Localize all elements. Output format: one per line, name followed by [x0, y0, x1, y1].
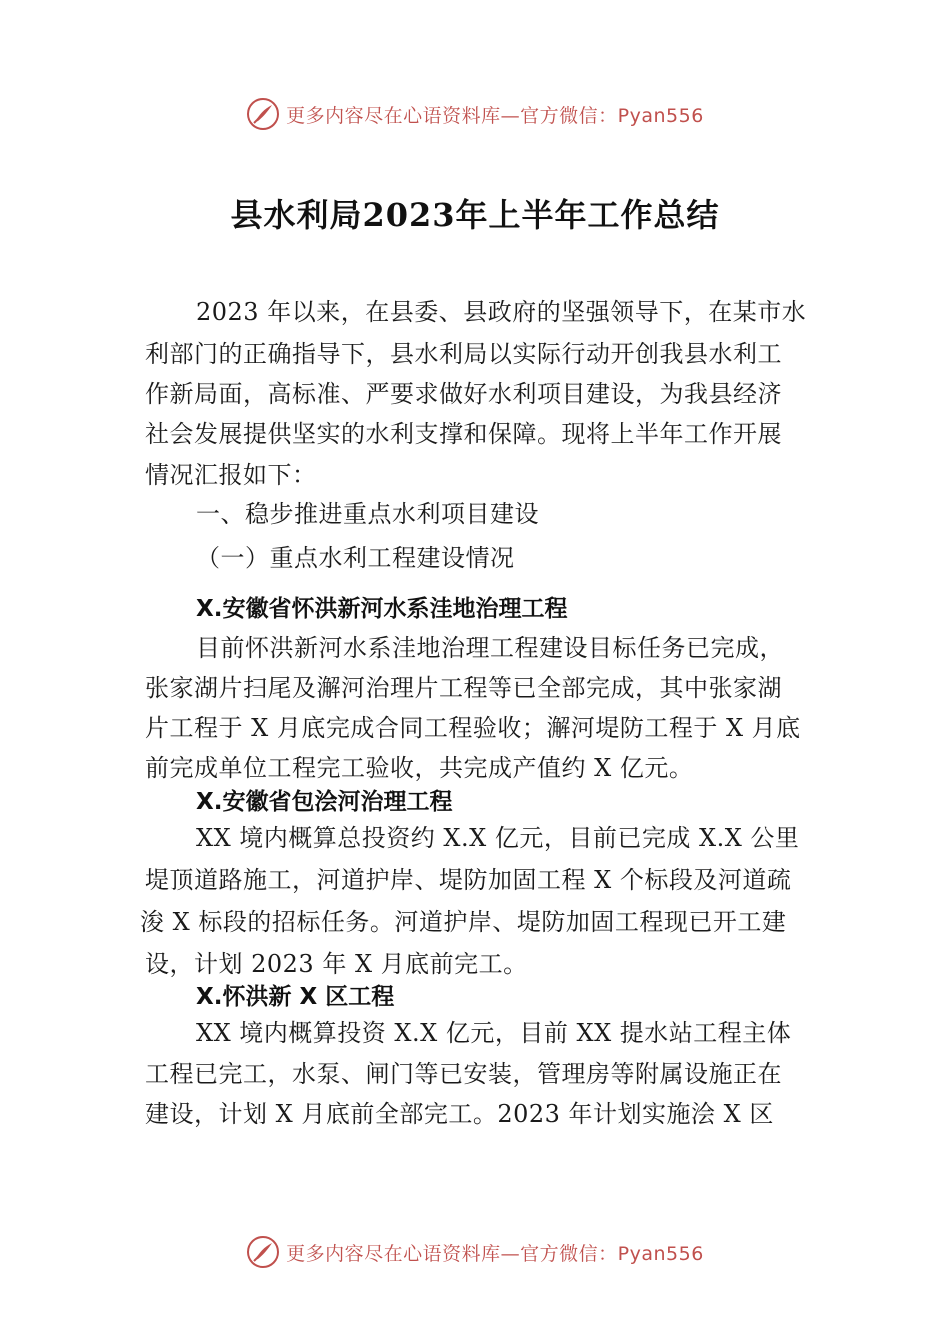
- intro-line: 社会发展提供坚实的水利支撑和保障。现将上半年工作开展: [145, 420, 782, 448]
- item-line: XX 境内概算投资 X.X 亿元，目前 XX 提水站工程主体: [196, 1019, 792, 1047]
- wechat-id: Pyan556: [617, 104, 704, 127]
- item-line: 前完成单位工程完工验收，共完成产值约 X 亿元。: [145, 754, 694, 782]
- item-heading: X.安徽省怀洪新河水系洼地治理工程: [196, 596, 568, 622]
- watermark-banner-top: [0, 94, 950, 134]
- wechat-id: Pyan556: [617, 1242, 704, 1265]
- item-heading: X.安徽省包浍河治理工程: [196, 789, 453, 815]
- item-line: 目前怀洪新河水系洼地治理工程建设目标任务已完成，: [196, 634, 784, 662]
- intro-line: 利部门的正确指导下，县水利局以实际行动开创我县水利工: [145, 340, 782, 368]
- quill-pen-logo-icon: [246, 97, 280, 131]
- intro-line: 情况汇报如下：: [145, 461, 317, 489]
- item-line: 堤顶道路施工，河道护岸、堤防加固工程 X 个标段及河道疏: [145, 866, 792, 894]
- item-line: XX 境内概算总投资约 X.X 亿元，目前已完成 X.X 公里: [196, 824, 800, 852]
- item-line: 片工程于 X 月底完成合同工程验收；澥河堤防工程于 X 月底: [145, 714, 801, 742]
- subsection-heading: （一）重点水利工程建设情况: [196, 544, 515, 572]
- watermark-text: 更多内容尽在心语资料库—官方微信：Pyan556: [286, 104, 704, 127]
- item-line: 张家湖片扫尾及澥河治理片工程等已全部完成，其中张家湖: [145, 674, 782, 702]
- item-line: 浚 X 标段的招标任务。河道护岸、堤防加固工程现已开工建: [140, 908, 787, 936]
- watermark-banner-bottom: [0, 1232, 950, 1272]
- item-line: 工程已完工，水泵、闸门等已安装，管理房等附属设施正在: [145, 1060, 782, 1088]
- quill-pen-logo-icon: [246, 1235, 280, 1269]
- page-title: 县水利局2023年上半年工作总结: [230, 196, 720, 234]
- section-heading: 一、稳步推进重点水利项目建设: [196, 500, 539, 528]
- item-line: 设，计划 2023 年 X 月底前完工。: [145, 950, 528, 978]
- item-line: 建设，计划 X 月底前全部完工。2023 年计划实施浍 X 区: [145, 1100, 774, 1128]
- intro-line: 作新局面，高标准、严要求做好水利项目建设，为我县经济: [145, 380, 782, 408]
- watermark-text: 更多内容尽在心语资料库—官方微信：Pyan556: [286, 1242, 704, 1265]
- intro-line: 2023 年以来，在县委、县政府的坚强领导下，在某市水: [196, 298, 807, 326]
- item-heading: X.怀洪新 X 区工程: [196, 984, 395, 1010]
